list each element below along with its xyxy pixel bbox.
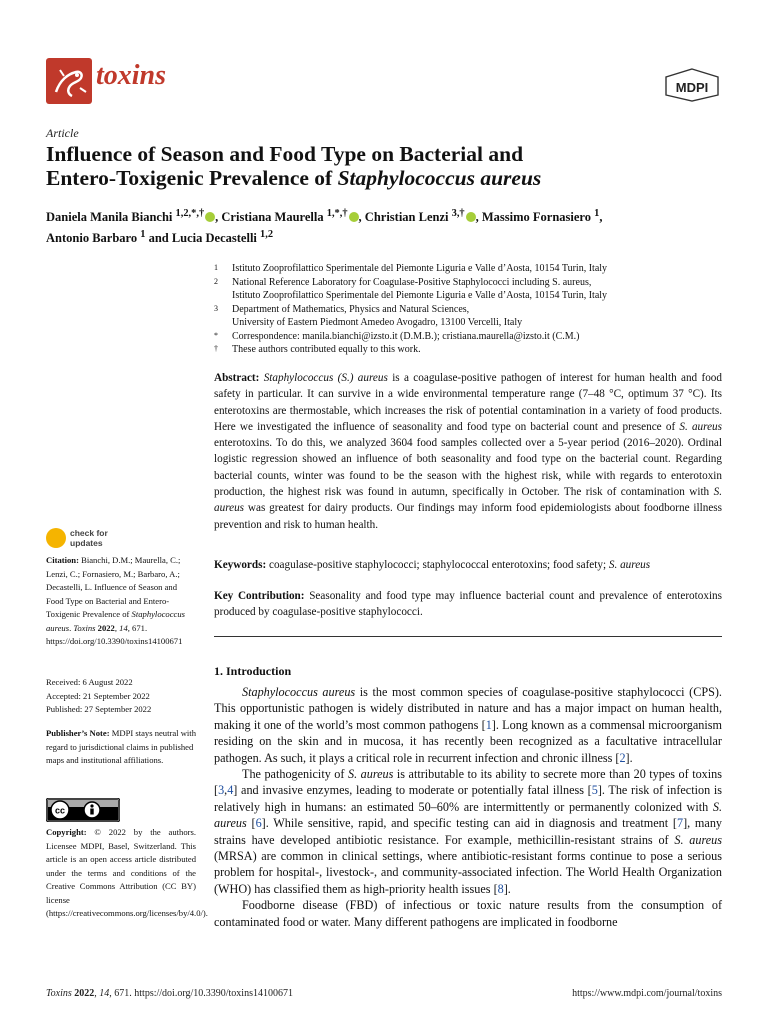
copyright-block: Copyright: © 2022 by the authors. Licensee MDPI, Basel, Switzerland. This article is an open access article distributed under the terms and conditions of the Creative Commons Attribution (CC BY) license (https://creativecommons.org/licenses/by/4.0/).	[46, 827, 208, 918]
reference-link[interactable]: 4	[227, 783, 234, 798]
abstract-label: Abstract:	[214, 372, 260, 384]
publisher-name: MDPI	[675, 80, 709, 95]
footer-journal-url[interactable]: https://www.mdpi.com/journal/toxins	[572, 988, 722, 999]
paragraph: Staphylococcus aureus is the most common species of coagulase-positive staphylococci (CPS). This opportunistic pathogen is widely distributed in nature and has a major impact on human health, making it one of the world’s most common pathogens [1]. Long known as a commensal microorganism residing on the skin and in mucosa, it has recently been recognized as a facultative intracellular pathogen. As such, it plays a critical role in recurrent infection and chronic illness [2].	[214, 685, 722, 765]
paragraph: The pathogenicity of S. aureus is attributable to its ability to secrete more than 20 types of toxins [3,4] and invasive enzymes, leading to moderate or potentially fatal illness [5]. The risk of infection is relatively high in humans: an estimated 50–60% are intermittently or permanently colonized with S. aureus [6]. While sensitive, rapid, and specific testing can aid in diagnosis and treatment [7], many strains have developed antibiotic resistance. For example, methicillin-resistant strains of S. aureus (MRSA) are common in clinical settings, where antibiotic-resistant forms continue to pose a serious problem for hospital-, livestock-, and community-associated infection. The World Health Organization (WHO) has classified them as high-priority health issues [8].	[214, 767, 723, 896]
author-name[interactable]: Cristiana Maurella	[221, 210, 324, 225]
author-affil-sup: 1,2,*,†	[175, 208, 205, 219]
footer-citation: Toxins 2022, 14, 671. https://doi.org/10.3390/toxins14100671	[46, 988, 293, 999]
key-contribution: Key Contribution: Seasonality and food type may influence bacterial count and prevalence of enterotoxins produced by coagulase-positive staphylococci.	[214, 590, 722, 619]
keywords: Keywords: coagulase-positive staphylococci; staphylococcal enterotoxins; food safety; S. aureus	[214, 559, 651, 571]
author-affil-sup: 1,*,†	[326, 208, 348, 219]
orcid-icon[interactable]	[349, 212, 359, 222]
article-type: Article	[46, 126, 79, 140]
keywords-label: Keywords:	[214, 559, 267, 571]
cc-badge-icon	[46, 798, 120, 822]
title-line-2: Entero-Toxigenic Prevalence of	[46, 166, 338, 190]
check-for-updates-badge[interactable]: check for updates	[46, 528, 196, 550]
svg-text:cc: cc	[54, 805, 66, 816]
journal-logo-icon	[46, 58, 92, 104]
introduction-body	[214, 684, 722, 930]
section-divider	[214, 636, 722, 637]
article-title	[46, 142, 726, 190]
author-list: Daniela Manila Bianchi $^{1,2,*,\dagger}$ , Cristiana Maurella $^{1,*,\dagger}$ , Christian Lenzi $^{3,\dagger}$ , Massimo Fornasiero $^1$, Antonio Barbaro $^1$ and Lucia Decastelli $^{1,2}$	[46, 208, 603, 246]
reference-link[interactable]: 3	[218, 783, 225, 798]
author-affil-sup: 1,2	[260, 229, 274, 241]
affiliation-item: Istituto Zooprofilattico Sperimentale del Piemonte Liguria e Valle d’Aosta, 10154 Turin, Italy	[232, 290, 608, 301]
reference-link[interactable]: 7	[676, 816, 684, 831]
affiliation-list	[214, 262, 714, 357]
equal-contribution-note: † These authors contributed equally to this work.	[214, 344, 421, 355]
section-heading-introduction: 1. Introduction	[214, 664, 292, 678]
affiliation-item: 1 Istituto Zooprofilattico Sperimentale del Piemonte Liguria e Valle d’Aosta, 10154 Turin, Italy	[214, 263, 608, 274]
published-date: Published: 27 September 2022	[46, 704, 152, 714]
reference-link[interactable]: 1	[485, 717, 492, 732]
accepted-date: Accepted: 21 September 2022	[46, 690, 150, 701]
affiliation-item: 3 Department of Mathematics, Physics and Natural Sciences,	[214, 303, 470, 315]
cc-by-license-icon[interactable]	[46, 798, 120, 822]
received-date: Received: 6 August 2022	[46, 677, 133, 687]
author-name[interactable]: Massimo Fornasiero	[481, 210, 592, 225]
correspondence-item: * Correspondence: manila.bianchi@izsto.it (D.M.B.); cristiana.maurella@izsto.it (C.M.)	[214, 330, 580, 342]
author-name[interactable]: Christian Lenzi	[364, 210, 449, 225]
orcid-icon[interactable]	[466, 212, 476, 222]
orcid-icon[interactable]	[205, 212, 215, 222]
publisher-logo	[664, 68, 720, 102]
check-updates-icon	[46, 528, 66, 548]
journal-name: toxins	[96, 60, 167, 91]
author-name[interactable]: Lucia Decastelli	[171, 231, 257, 246]
key-contribution-label: Key Contribution:	[214, 590, 305, 602]
affiliation-item: 2 National Reference Laboratory for Coagulase-Positive Staphylococci including S. aureus,	[214, 276, 592, 288]
reference-link[interactable]: 6	[255, 816, 262, 831]
affiliation-item: University of Eastern Piedmont Amedeo Avogadro, 13100 Vercelli, Italy	[232, 317, 523, 328]
title-line-1: Influence of Season and Food Type on Bacterial and	[46, 142, 524, 166]
author-affil-sup: 1	[594, 208, 600, 219]
author-affil-sup: 1	[140, 229, 146, 241]
reference-link[interactable]: 8	[497, 881, 504, 896]
citation-block: Citation: Bianchi, D.M.; Maurella, C.; Lenzi, C.; Fornasiero, M.; Barbaro, A.; Decastelli, L. Influence of Season and Food Type on Bacterial and Entero-Toxigenic Prevalence of Staphylococcus aureus. Toxins 2022, 14, 671. https://doi.org/10.3390/toxins14100671	[46, 555, 186, 646]
paragraph: Foodborne disease (FBD) of infectious or toxic nature results from the consumption of contaminated food or water. Many different pathogens are implicated in foodborne	[214, 898, 722, 929]
author-affil-sup: 3,†	[451, 208, 465, 219]
publication-dates	[46, 676, 196, 717]
author-name[interactable]: Antonio Barbaro	[46, 231, 138, 246]
reference-link[interactable]: 2	[619, 750, 626, 765]
title-species: Staphylococcus aureus	[337, 166, 542, 190]
abstract: Abstract: Staphylococcus (S.) aureus is a coagulase-positive pathogen of interest for human health and food safety in particular. It can survive in a wide environmental temperature range (7–48 °C, optimum 37 °C). Its enterotoxins are thermostable, which increases the risk of potential contamination in a variety of food products. Here we investigated the influence of seasonality and food type on bacterial count and presence of S. aureus enterotoxins. To do this, we analyzed 3604 food samples collected over a 5-year period (2016–2020). Ordinal logistic regression showed an influence of both seasonality and food type on the bacterial count. Regarding bacterial counts, winter was found to be the season with the highest risk, while with regards to enterotoxin production, the highest risk was found in autumn, specifically in October. The risk of contamination with S. aureus was greatest for dairy products. Our findings may inform food epidemiologists about foodborne illness prevention and risk to human health.	[214, 372, 722, 531]
reference-link[interactable]: 5	[591, 783, 598, 798]
publishers-note: Publisher’s Note: MDPI stays neutral with regard to jurisdictional claims in published maps and institutional affiliations.	[46, 728, 196, 765]
author-name[interactable]: Daniela Manila Bianchi	[46, 210, 173, 225]
